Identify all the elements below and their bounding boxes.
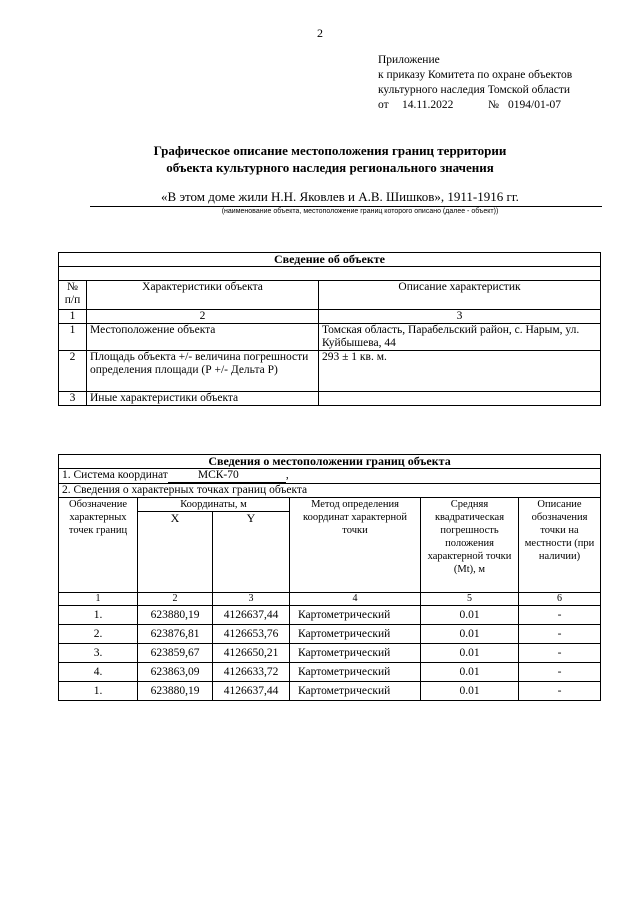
title-line-2: объекта культурного наследия регионального значения <box>166 160 494 175</box>
point-mt: 0.01 <box>421 606 519 625</box>
col-coords-header: Координаты, м <box>138 498 290 512</box>
index-cell: 1 <box>59 593 138 606</box>
point-descr: - <box>519 663 601 682</box>
point-y: 4126637,44 <box>213 606 290 625</box>
point-id: 2. <box>59 625 138 644</box>
point-method: Картометрический <box>290 682 421 701</box>
object-info-header: Сведение об объекте <box>59 253 601 267</box>
index-cell: 3 <box>319 310 601 324</box>
row-desc <box>319 392 601 406</box>
boundaries-header: Сведения о местоположении границ объекта <box>59 455 601 469</box>
row-desc: 293 ± 1 кв. м. <box>319 351 601 392</box>
title-line-1: Графическое описание местоположения границ территории <box>153 143 507 158</box>
table-row <box>59 392 601 406</box>
document-title <box>60 142 600 176</box>
appendix-order-line <box>378 98 572 113</box>
index-cell: 5 <box>421 593 519 606</box>
point-descr: - <box>519 682 601 701</box>
point-y: 4126633,72 <box>213 663 290 682</box>
coord-system-row: 1. Система координат МСК-70 , <box>59 469 601 484</box>
row-char: Площадь объекта +/- величина погрешности определения площади (Р +/- Дельта Р) <box>87 351 319 392</box>
point-mt: 0.01 <box>421 625 519 644</box>
row-num: 3 <box>59 392 87 406</box>
point-descr: - <box>519 606 601 625</box>
point-descr: - <box>519 625 601 644</box>
point-x: 623859,67 <box>138 644 213 663</box>
point-method: Картометрический <box>290 663 421 682</box>
page-number: 2 <box>317 26 323 40</box>
boundaries-table <box>58 454 601 701</box>
point-x: 623863,09 <box>138 663 213 682</box>
coord-system-value: МСК-70 <box>168 469 286 483</box>
point-id: 1. <box>59 606 138 625</box>
col-descr-header: Описание обозначения точки на местности (при наличии) <box>519 498 601 593</box>
point-x: 623880,19 <box>138 682 213 701</box>
index-cell: 6 <box>519 593 601 606</box>
col-x-header: X <box>138 512 213 593</box>
index-cell: 4 <box>290 593 421 606</box>
point-method: Картометрический <box>290 606 421 625</box>
table-row <box>59 606 601 625</box>
object-name-note: (наименование объекта, местоположение границ которого описано (далее - объект)) <box>221 208 499 215</box>
table-row <box>59 351 601 392</box>
row-num: 2 <box>59 351 87 392</box>
index-cell: 1 <box>59 310 87 324</box>
point-y: 4126653,76 <box>213 625 290 644</box>
number-prefix: № <box>488 99 499 111</box>
point-method: Картометрический <box>290 625 421 644</box>
point-mt: 0.01 <box>421 682 519 701</box>
spacer-row <box>59 267 601 281</box>
appendix-line-1: Приложение <box>378 54 440 66</box>
point-descr: - <box>519 644 601 663</box>
col-designation-header: Обозначение характерных точек границ <box>59 498 138 593</box>
appendix-block <box>378 53 572 113</box>
row-char: Местоположение объекта <box>87 324 319 351</box>
point-y: 4126650,21 <box>213 644 290 663</box>
object-name: «В этом доме жили Н.Н. Яковлев и А.В. Шишков», 1911-1916 гг. <box>161 189 519 204</box>
point-id: 4. <box>59 663 138 682</box>
index-cell: 2 <box>87 310 319 324</box>
order-date: 14.11.2022 <box>402 99 454 111</box>
point-y: 4126637,44 <box>213 682 290 701</box>
point-id: 3. <box>59 644 138 663</box>
table-row <box>59 682 601 701</box>
col-desc-header: Описание характеристик <box>319 281 601 310</box>
date-prefix: от <box>378 99 389 111</box>
coord-system-label: 1. Система координат <box>62 469 168 481</box>
table-row <box>59 324 601 351</box>
table-row <box>59 663 601 682</box>
col-num-header: № п/п <box>59 281 87 310</box>
row-char: Иные характеристики объекта <box>87 392 319 406</box>
object-name-underline <box>90 206 602 207</box>
point-id: 1. <box>59 682 138 701</box>
appendix-line-3: культурного наследия Томской области <box>378 84 571 96</box>
col-error-header: Средняя квадратическая погрешность положения характерной точки (Mt), м <box>421 498 519 593</box>
index-cell: 2 <box>138 593 213 606</box>
point-mt: 0.01 <box>421 663 519 682</box>
object-info-table <box>58 252 601 406</box>
index-cell: 3 <box>213 593 290 606</box>
row-desc: Томская область, Парабельский район, с. Нарым, ул. Куйбышева, 44 <box>319 324 601 351</box>
col-method-header: Метод определения координат характерной точки <box>290 498 421 593</box>
points-label: 2. Сведения о характерных точках границ объекта <box>59 484 601 498</box>
col-y-header: Y <box>213 512 290 593</box>
table-row <box>59 625 601 644</box>
point-method: Картометрический <box>290 644 421 663</box>
table-row <box>59 644 601 663</box>
order-number: 0194/01-07 <box>508 99 562 111</box>
point-mt: 0.01 <box>421 644 519 663</box>
appendix-line-2: к приказу Комитета по охране объектов <box>378 69 573 81</box>
point-x: 623876,81 <box>138 625 213 644</box>
col-char-header: Характеристики объекта <box>87 281 319 310</box>
point-x: 623880,19 <box>138 606 213 625</box>
row-num: 1 <box>59 324 87 351</box>
